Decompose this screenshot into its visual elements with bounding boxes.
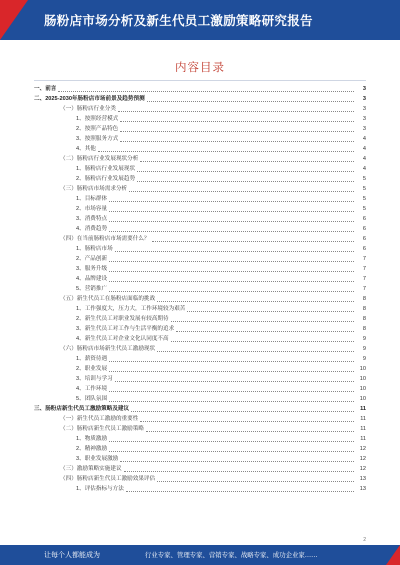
toc-entry[interactable]	[34, 404, 366, 414]
toc-entry-title: 2、肠粉店行业发展趋势	[76, 176, 136, 182]
toc-entry-title: 二、2025-2030年肠粉店市场前景及趋势预测	[34, 96, 145, 102]
toc-entry-title: （四）在当前肠粉店市场需要什么？	[60, 236, 150, 242]
footer-red-accent	[386, 545, 400, 565]
toc-entry[interactable]	[34, 174, 366, 184]
toc-entry-title: （一）肠粉店行业分类	[60, 106, 116, 112]
toc-entry-page: 9	[362, 356, 366, 362]
toc-entry-page: 3	[362, 106, 366, 112]
toc-entry[interactable]	[34, 124, 366, 134]
toc-entry[interactable]	[34, 264, 366, 274]
toc-entry-page: 3	[362, 96, 366, 102]
toc-entry-page: 12	[359, 466, 366, 472]
toc-entry-title: 2、职业发展	[76, 366, 108, 372]
toc-entry-page: 5	[362, 176, 366, 182]
toc-leader-dots	[137, 171, 354, 172]
toc-entry[interactable]	[34, 484, 366, 494]
toc-entry-page: 5	[362, 186, 366, 192]
toc-entry-page: 12	[359, 456, 366, 462]
toc-entry-page: 13	[359, 486, 366, 492]
toc-entry-page: 11	[360, 416, 366, 422]
report-title: 肠粉店市场分析及新生代员工激励策略研究报告	[44, 13, 313, 28]
toc-leader-dots	[98, 151, 354, 152]
toc-entry-page: 4	[362, 146, 366, 152]
toc-entry-title: 3、职业发展激励	[76, 456, 119, 462]
toc-leader-dots	[109, 231, 354, 232]
toc-entry-title: 3、新生代员工对工作与生活平衡的追求	[76, 326, 175, 332]
toc-leader-dots	[120, 461, 354, 462]
toc-leader-dots	[129, 191, 354, 192]
toc-leader-dots	[176, 331, 354, 332]
toc-entry-title: （四）肠粉店新生代员工激励效果评估	[60, 476, 156, 482]
toc-entry[interactable]	[34, 284, 366, 294]
toc-leader-dots	[109, 271, 354, 272]
toc-entry[interactable]	[34, 334, 366, 344]
toc-entry-title: 1、肠粉店行业发展现状	[76, 166, 136, 172]
toc-leader-dots	[109, 201, 354, 202]
toc-leader-dots	[109, 211, 354, 212]
toc-entry[interactable]	[34, 474, 366, 484]
toc-entry-page: 9	[362, 346, 366, 352]
toc-entry-title: 4、工作环境	[76, 386, 108, 392]
toc-leader-dots	[118, 111, 354, 112]
toc-leader-dots	[146, 431, 354, 432]
toc-entry-page: 5	[362, 196, 366, 202]
toc-entry-title: （三）激励策略实施建议	[60, 466, 122, 472]
toc-leader-dots	[157, 351, 354, 352]
toc-entry-page: 11	[360, 436, 366, 442]
toc-entry-title: 1、薪资待遇	[76, 356, 108, 362]
toc-entry-page: 8	[362, 326, 366, 332]
toc-entry[interactable]	[34, 304, 366, 314]
toc-leader-dots	[140, 421, 354, 422]
toc-entry-title: 4、消费趋势	[76, 226, 108, 232]
toc-entry-page: 4	[362, 156, 366, 162]
toc-entry-title: 3、培训与学习	[76, 376, 113, 382]
toc-entry-page: 3	[362, 86, 366, 92]
toc-leader-dots	[109, 281, 354, 282]
table-of-contents	[34, 84, 366, 494]
toc-entry[interactable]	[34, 84, 366, 94]
toc-entry-page: 8	[362, 296, 366, 302]
toc-entry-title: 3、消费特点	[76, 216, 108, 222]
toc-entry[interactable]	[34, 154, 366, 164]
toc-entry[interactable]	[34, 164, 366, 174]
toc-leader-dots	[109, 401, 354, 402]
toc-entry[interactable]	[34, 464, 366, 474]
toc-leader-dots	[171, 341, 354, 342]
toc-entry-title: 1、工作强度大，压力大，工作环境较为艰苦	[76, 306, 186, 312]
toc-leader-dots	[109, 361, 354, 362]
header-bar	[0, 0, 400, 40]
toc-leader-dots	[109, 441, 354, 442]
toc-entry-page: 10	[359, 386, 366, 392]
footer-slogan: 让每个人都能成为	[44, 551, 100, 559]
toc-entry[interactable]	[34, 104, 366, 114]
toc-entry-title: （三）肠粉店市场需求分析	[60, 186, 128, 192]
toc-entry[interactable]	[34, 194, 366, 204]
toc-entry[interactable]	[34, 384, 366, 394]
toc-entry-title: 一、前言	[34, 86, 57, 92]
toc-entry-page: 4	[362, 166, 366, 172]
toc-entry[interactable]	[34, 234, 366, 244]
toc-leader-dots	[58, 91, 354, 92]
toc-entry-page: 6	[362, 226, 366, 232]
toc-leader-dots	[120, 131, 354, 132]
toc-leader-dots	[109, 371, 354, 372]
toc-entry-page: 12	[359, 446, 366, 452]
toc-leader-dots	[115, 251, 354, 252]
toc-entry-title: （二）肠粉店行业发展现状分析	[60, 156, 139, 162]
toc-entry[interactable]	[34, 244, 366, 254]
toc-entry-title: 5、团队氛围	[76, 396, 108, 402]
toc-leader-dots	[109, 261, 354, 262]
toc-entry[interactable]	[34, 94, 366, 104]
toc-entry[interactable]	[34, 294, 366, 304]
toc-entry[interactable]	[34, 444, 366, 454]
toc-leader-dots	[140, 161, 354, 162]
footer-bar	[0, 545, 400, 565]
toc-entry[interactable]	[34, 454, 366, 464]
toc-entry-title: 3、按照服务方式	[76, 136, 119, 142]
toc-entry-title: 2、产品创新	[76, 256, 108, 262]
toc-entry[interactable]	[34, 424, 366, 434]
toc-entry[interactable]	[34, 314, 366, 324]
toc-entry-title: 2、市场容量	[76, 206, 108, 212]
toc-entry[interactable]	[34, 184, 366, 194]
toc-entry-page: 7	[362, 276, 366, 282]
toc-entry-page: 11	[360, 426, 366, 432]
toc-leader-dots	[157, 301, 354, 302]
toc-entry-title: 1、物质激励	[76, 436, 108, 442]
toc-entry-title: 4、新生代员工对企业文化认同度不高	[76, 336, 169, 342]
toc-leader-dots	[126, 491, 354, 492]
toc-leader-dots	[109, 451, 354, 452]
toc-leader-dots	[187, 311, 354, 312]
toc-entry[interactable]	[34, 224, 366, 234]
toc-entry-page: 7	[362, 286, 366, 292]
toc-entry-page: 6	[362, 216, 366, 222]
toc-entry-page: 10	[359, 376, 366, 382]
toc-leader-dots	[131, 411, 354, 412]
toc-entry-page: 9	[362, 336, 366, 342]
toc-entry[interactable]	[34, 324, 366, 334]
toc-leader-dots	[120, 121, 354, 122]
toc-entry[interactable]	[34, 214, 366, 224]
toc-entry-title: 4、其他	[76, 146, 96, 152]
toc-leader-dots	[124, 471, 354, 472]
toc-entry-page: 3	[362, 126, 366, 132]
toc-entry-title: 5、营销推广	[76, 286, 108, 292]
toc-divider	[34, 80, 366, 81]
toc-entry[interactable]	[34, 394, 366, 404]
toc-entry-page: 11	[360, 406, 366, 412]
toc-entry[interactable]	[34, 414, 366, 424]
toc-entry[interactable]	[34, 344, 366, 354]
toc-entry-page: 13	[359, 476, 366, 482]
toc-entry[interactable]	[34, 354, 366, 364]
toc-leader-dots	[109, 291, 354, 292]
toc-entry-page: 3	[362, 116, 366, 122]
toc-entry-title: 2、按照产品特色	[76, 126, 119, 132]
toc-entry-title: （六）肠粉店市场新生代员工激励现状	[60, 346, 156, 352]
toc-entry-page: 7	[362, 266, 366, 272]
toc-leader-dots	[115, 381, 354, 382]
toc-heading: 内容目录	[175, 60, 225, 74]
toc-entry[interactable]	[34, 114, 366, 124]
toc-entry-page: 10	[359, 396, 366, 402]
toc-entry[interactable]	[34, 204, 366, 214]
toc-entry-title: 1、评估指标与方法	[76, 486, 124, 492]
toc-entry[interactable]	[34, 434, 366, 444]
toc-entry[interactable]	[34, 364, 366, 374]
toc-entry-title: 三、肠粉店新生代员工激励策略及建议	[34, 406, 130, 412]
page-number: 2	[363, 537, 366, 543]
toc-leader-dots	[137, 181, 354, 182]
toc-entry-page: 7	[362, 256, 366, 262]
toc-entry[interactable]	[34, 134, 366, 144]
toc-leader-dots	[157, 481, 354, 482]
toc-entry-title: 2、精神激励	[76, 446, 108, 452]
toc-entry-page: 8	[362, 306, 366, 312]
toc-entry[interactable]	[34, 374, 366, 384]
toc-leader-dots	[152, 241, 354, 242]
toc-entry-title: （二）肠粉店新生代员工激励策略	[60, 426, 144, 432]
toc-entry-title: 1、肠粉店市场	[76, 246, 113, 252]
toc-leader-dots	[109, 221, 354, 222]
toc-leader-dots	[109, 391, 354, 392]
toc-entry-title: 3、服务升级	[76, 266, 108, 272]
toc-entry[interactable]	[34, 274, 366, 284]
toc-entry-page: 4	[362, 136, 366, 142]
toc-entry-title: （一）新生代员工激励的重要性	[60, 416, 139, 422]
toc-entry[interactable]	[34, 144, 366, 154]
footer-tagline: 行业专家、管理专家、营销专家、战略专家、成功企业家……	[145, 551, 318, 559]
toc-entry-page: 10	[359, 366, 366, 372]
toc-entry[interactable]	[34, 254, 366, 264]
toc-entry-title: 2、新生代员工对职业发展有较高期待	[76, 316, 169, 322]
toc-entry-page: 5	[362, 206, 366, 212]
toc-entry-page: 6	[362, 246, 366, 252]
toc-entry-title: （五）新生代员工在肠粉店面临的挑战	[60, 296, 156, 302]
toc-leader-dots	[171, 321, 354, 322]
toc-entry-title: 1、目标群体	[76, 196, 108, 202]
toc-leader-dots	[120, 141, 354, 142]
toc-entry-page: 6	[362, 236, 366, 242]
header-red-accent	[0, 0, 28, 40]
toc-entry-title: 4、品牌建设	[76, 276, 108, 282]
toc-entry-page: 8	[362, 316, 366, 322]
toc-leader-dots	[147, 101, 354, 102]
toc-entry-title: 1、按照经营模式	[76, 116, 119, 122]
